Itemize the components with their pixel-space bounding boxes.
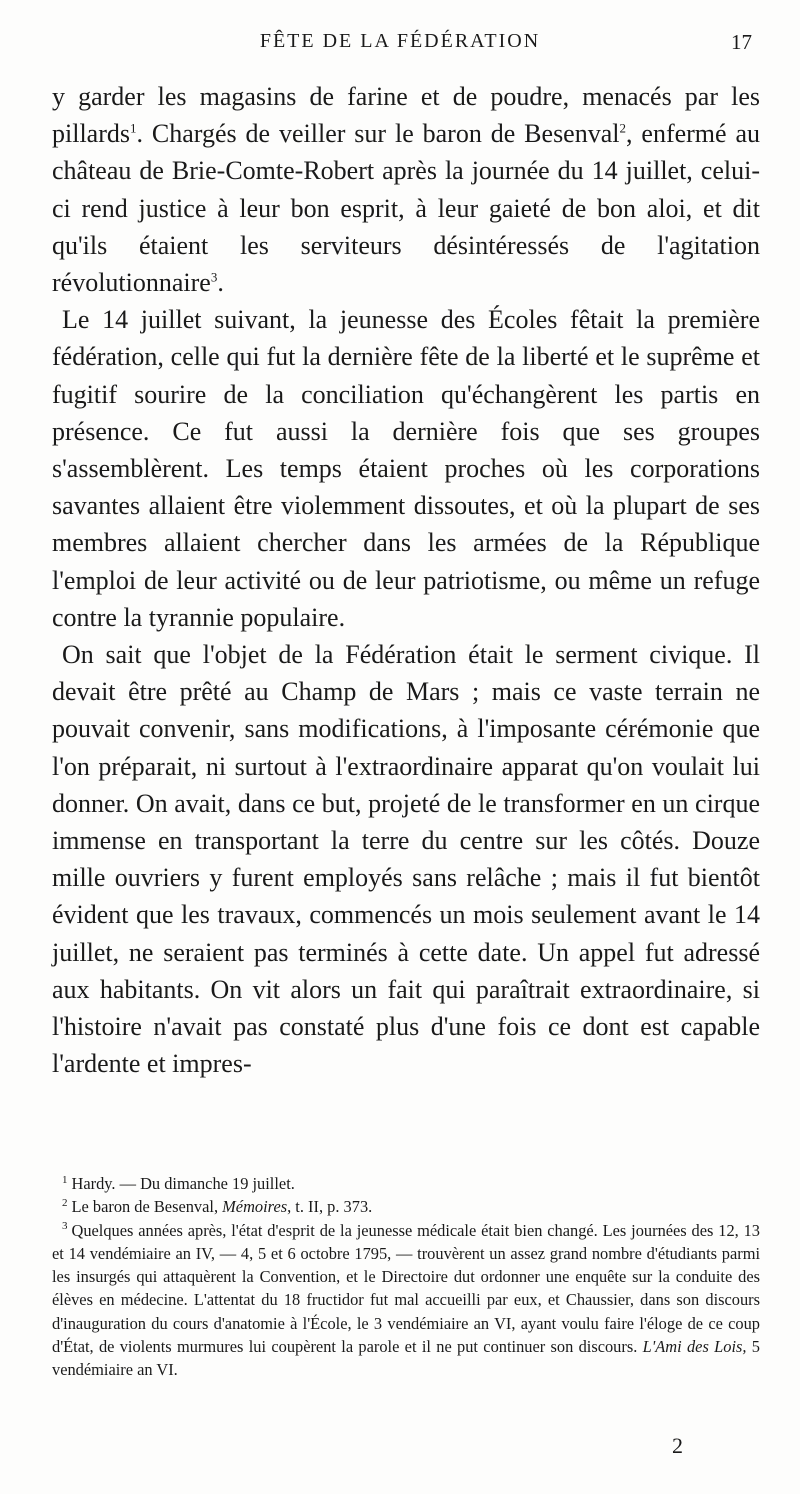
footnote-3-mark: 3: [62, 1220, 68, 1233]
footnote-ref-2: 2: [619, 120, 626, 136]
paragraph-3: On sait que l'objet de la Fédération était le serment civique. Il devait être prêté au Champ de Mars ; mais ce vaste terrain ne pouvait convenir, sans modifications, à l'imposante cérémonie que l'on préparait, ni surtout à l'extraordinaire apparat qu'on voulait lui donner. On avait, dans ce but, projeté de le transformer en un cirque immense en transportant la terre du centre sur les côtés. Douze mille ouvriers y furent employés sans relâche ; mais il fut bientôt évident que les travaux, commencés un mois seulement avant le 14 juillet, ne seraient pas terminés à cette date. Un appel fut adressé aux habitants. On vit alors un fait qui paraîtrait extraordinaire, si l'histoire n'avait pas constaté plus d'une fois ce dont est capable l'ardente et impres-: [52, 640, 760, 1079]
running-head: [40, 30, 760, 60]
footnote-ref-3: 3: [210, 269, 218, 285]
footnotes: [52, 1172, 760, 1382]
paragraph-1: [52, 78, 760, 301]
footnote-ref-1: 1: [130, 120, 137, 136]
footnote-3: [52, 1219, 760, 1382]
body-text: [52, 78, 760, 1082]
paragraph-1-text-d: .: [217, 268, 224, 298]
running-title: FÊTE DE LA FÉDÉRATION: [259, 30, 541, 52]
footnote-2-title: Mémoires: [222, 1197, 288, 1217]
footnote-3-text-a: Quelques années après, l'état d'esprit de la jeunesse médicale était bien changé. Les journées des 12, 13 et 14 vendémiaire an IV, — 4, 5 et 6 octobre 1795, — trouvèrent un assez grand nombre d'étudiants parmi les insurgés qui attaquèrent la Convention, et le Directoire dut ordonner une enquête sur la conduite des élèves en médecine. L'attentat du 18 fructidor fut mal accueilli par eux, et Chaussier, dans son discours d'inauguration du cours d'anatomie à l'École, le 3 vendémiaire an VI, ayant voulu faire l'éloge de ce coup d'État, de violents murmures lui coupèrent la parole et il ne put continuer son discours.: [52, 1220, 760, 1357]
footnote-1-text: Hardy. — Du dimanche 19 juillet.: [71, 1174, 295, 1193]
footnote-2-text-b: , t. II, p. 373.: [287, 1197, 373, 1217]
footnote-1-mark: 1: [62, 1173, 68, 1186]
paragraph-1-text-c: , enfermé au château de Brie-Comte-Robert après la journée du 14 juillet, celui-ci rend justice à leur bon esprit, à leur gaieté de bon aloi, et dit qu'ils étaient les serviteurs désintéressés de l'agitation révolutionnaire: [52, 119, 761, 298]
page-number: 17: [731, 30, 752, 54]
signature-mark: 2: [672, 1433, 683, 1458]
footnote-2-mark: 2: [62, 1196, 68, 1209]
paragraph-1-text-b: . Chargés de veiller sur le baron de Besenval: [136, 119, 620, 149]
footnote-3-text-b: 5 vendémiaire an VI.: [52, 1337, 760, 1380]
footnote-2: [52, 1195, 760, 1218]
footnote-2-text-a: Le baron de Besenval,: [71, 1197, 223, 1217]
paragraph-2: Le 14 juillet suivant, la jeunesse des Écoles fêtait la première fédération, celle qui fut la dernière fête de la liberté et le suprême et fugitif sourire de la conciliation qu'échangèrent les partis en présence. Ce fut aussi la dernière fois que ses groupes s'assemblèrent. Les temps étaient proches où les corporations savantes allaient être violemment dissoutes, et où la plupart de ses membres allaient chercher dans les armées de la République l'emploi de leur activité ou de leur patriotisme, ou même un refuge contre la tyrannie populaire.: [52, 305, 760, 632]
paragraph-1-text-a: y garder les magasins de farine et de poudre, menacés par les pillards: [52, 82, 760, 149]
footnote-1: [52, 1172, 760, 1195]
footnote-3-title: L'Ami des Lois,: [642, 1337, 747, 1357]
